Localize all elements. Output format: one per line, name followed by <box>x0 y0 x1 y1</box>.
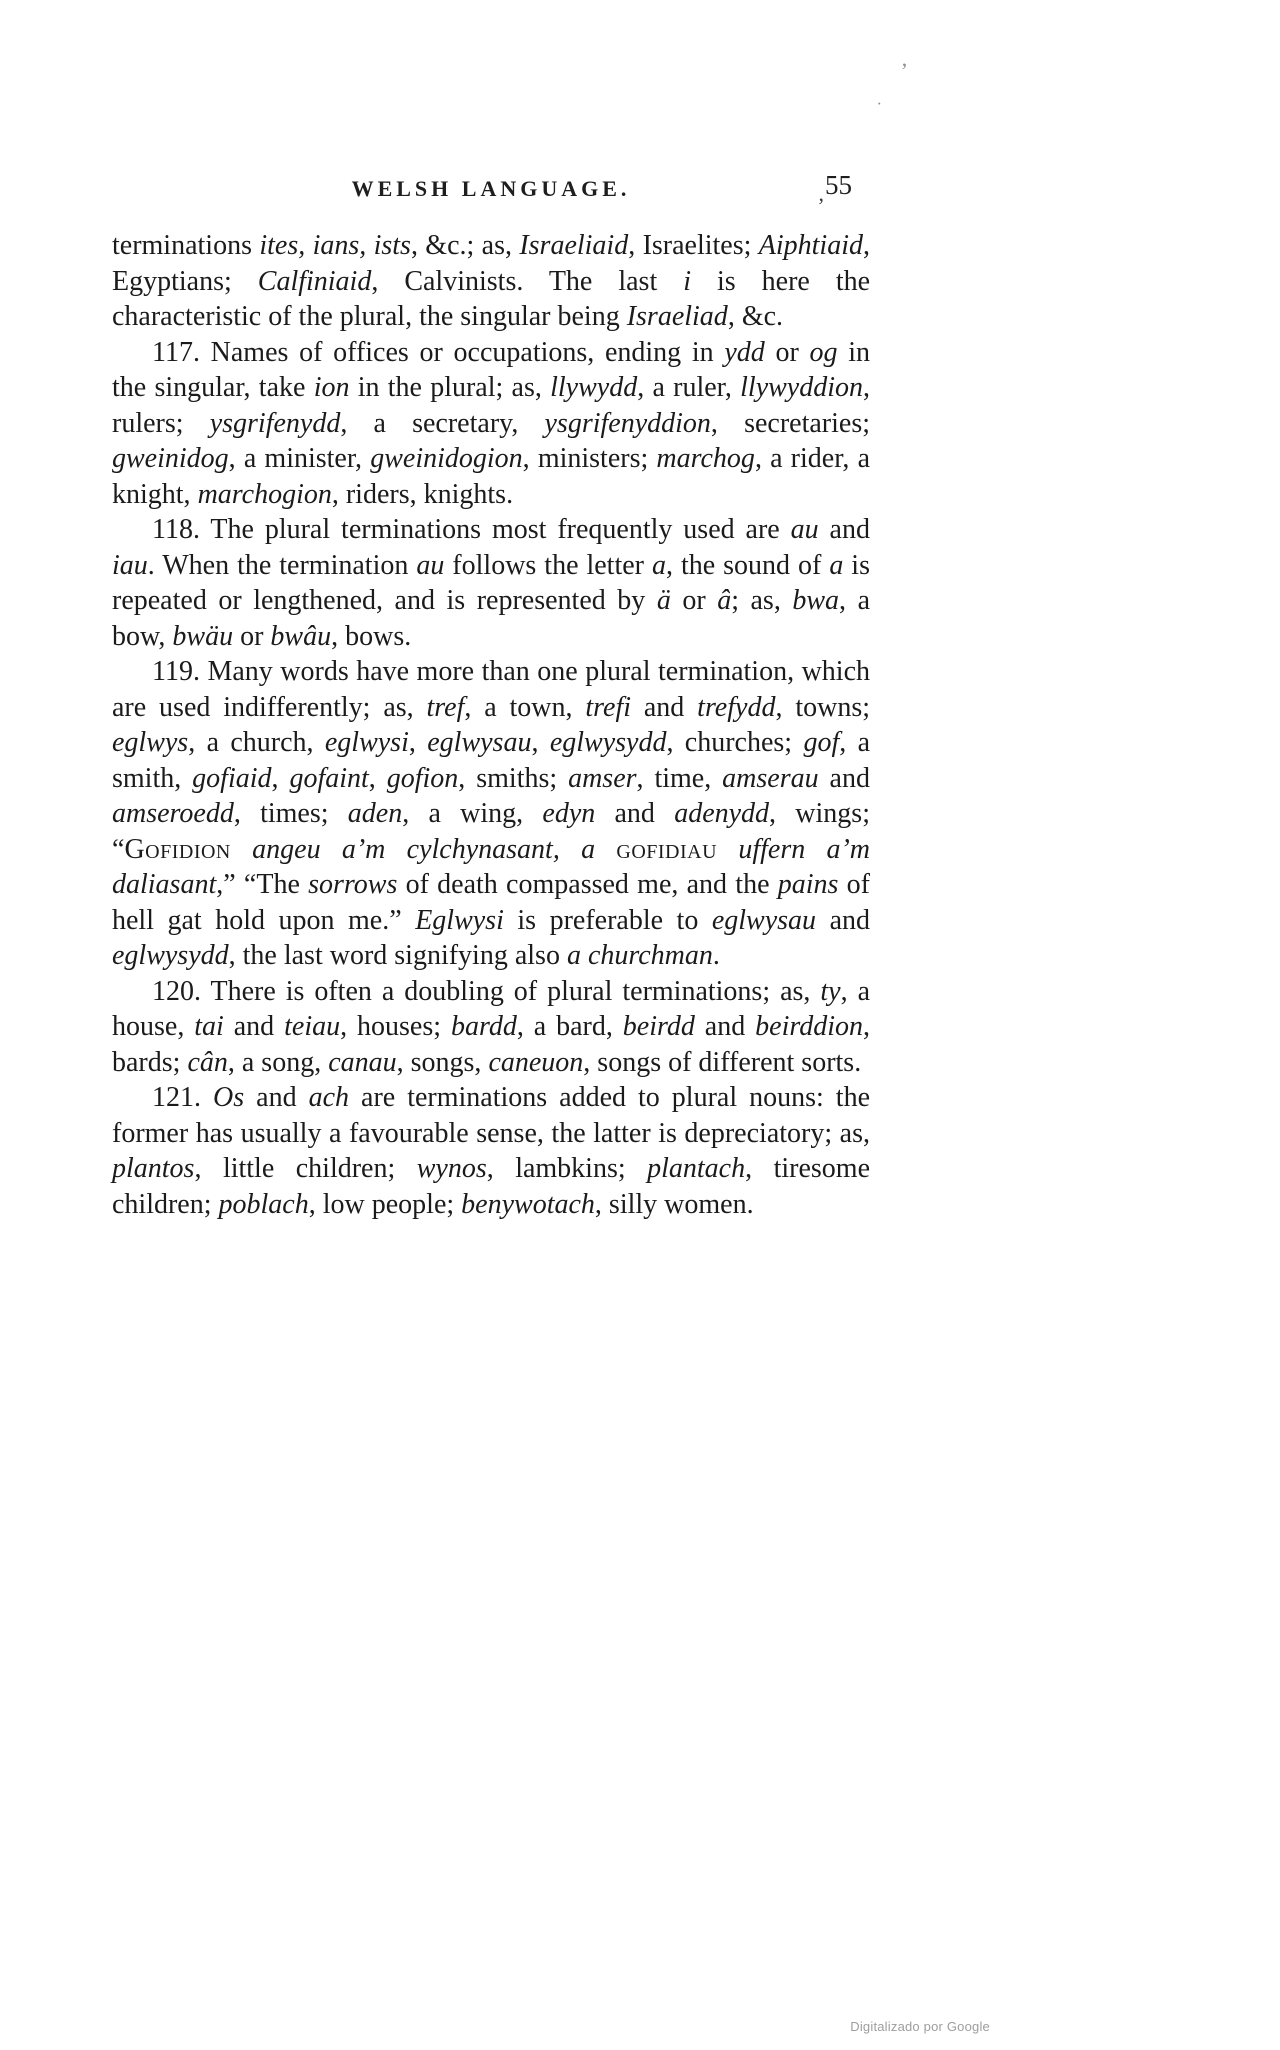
running-header <box>112 168 870 228</box>
page-content <box>112 168 870 1222</box>
running-title: WELSH LANGUAGE. <box>351 176 631 201</box>
paragraph-118: 118. The plural terminations most frequently used are au and iau. When the termination au follows the letter a, the sound of a is repeated or lengthened, and is represented by ä or â; as, bwa, a bow, bwäu or bwâu, bows. <box>112 514 871 652</box>
paragraph-119: 119. Many words have more than one plural termination, which are used indifferently; as, tref, a town, trefi and trefydd, towns; eglwys, a church, eglwysi, eglwysau, eglwysydd, churches; gof, a smith, gofiaid, gofaint, gofion, smiths; amser, time, amserau and amseroedd, times; aden, a wing, edyn and adenydd, wings; “Gofidion angeu a’m cylchynasant, a gofidiau uffern a’m daliasant,” “The sorrows of death compassed me, and the pains of hell gat hold upon me.” Eglwysi is preferable to eglwysau and eglwysydd, the last word signifying also a churchman. <box>112 656 871 971</box>
paragraph-continuation: terminations ites, ians, ists, &c.; as, Israeliaid, Israelites; Aiphtiaid, Egyptians; Calfiniaid, Calvinists. The last i is here the characteristic of the plural, the singular being Israeliad, &c. <box>112 230 871 332</box>
page-number-mark: , <box>818 181 824 206</box>
scan-artifact: · <box>876 96 882 113</box>
page-body <box>112 228 870 1222</box>
scan-artifact: ’ <box>900 58 908 83</box>
google-watermark: Digitalizado por Google <box>850 2019 990 2034</box>
page-number-value: 55 <box>825 170 852 200</box>
page-number <box>818 170 853 206</box>
paragraph-121: 121. Os and ach are terminations added to plural nouns: the former has usually a favourable sense, the latter is depreciatory; as, plantos, little children; wynos, lambkins; plantach, tiresome children; poblach, low people; benywotach, silly women. <box>112 1082 871 1220</box>
paragraph-117: 117. Names of offices or occupations, ending in ydd or og in the singular, take ion in the plural; as, llywydd, a ruler, llywyddion, rulers; ysgrifenydd, a secretary, ysgrifenyddion, secretaries; gweinidog, a minister, gweinidogion, ministers; marchog, a rider, a knight, marchogion, riders, knights. <box>112 336 871 510</box>
paragraph-120: 120. There is often a doubling of plural terminations; as, ty, a house, tai and teiau, houses; bardd, a bard, beirdd and beirddion, bards; cân, a song, canau, songs, caneuon, songs of different sorts. <box>112 975 870 1078</box>
